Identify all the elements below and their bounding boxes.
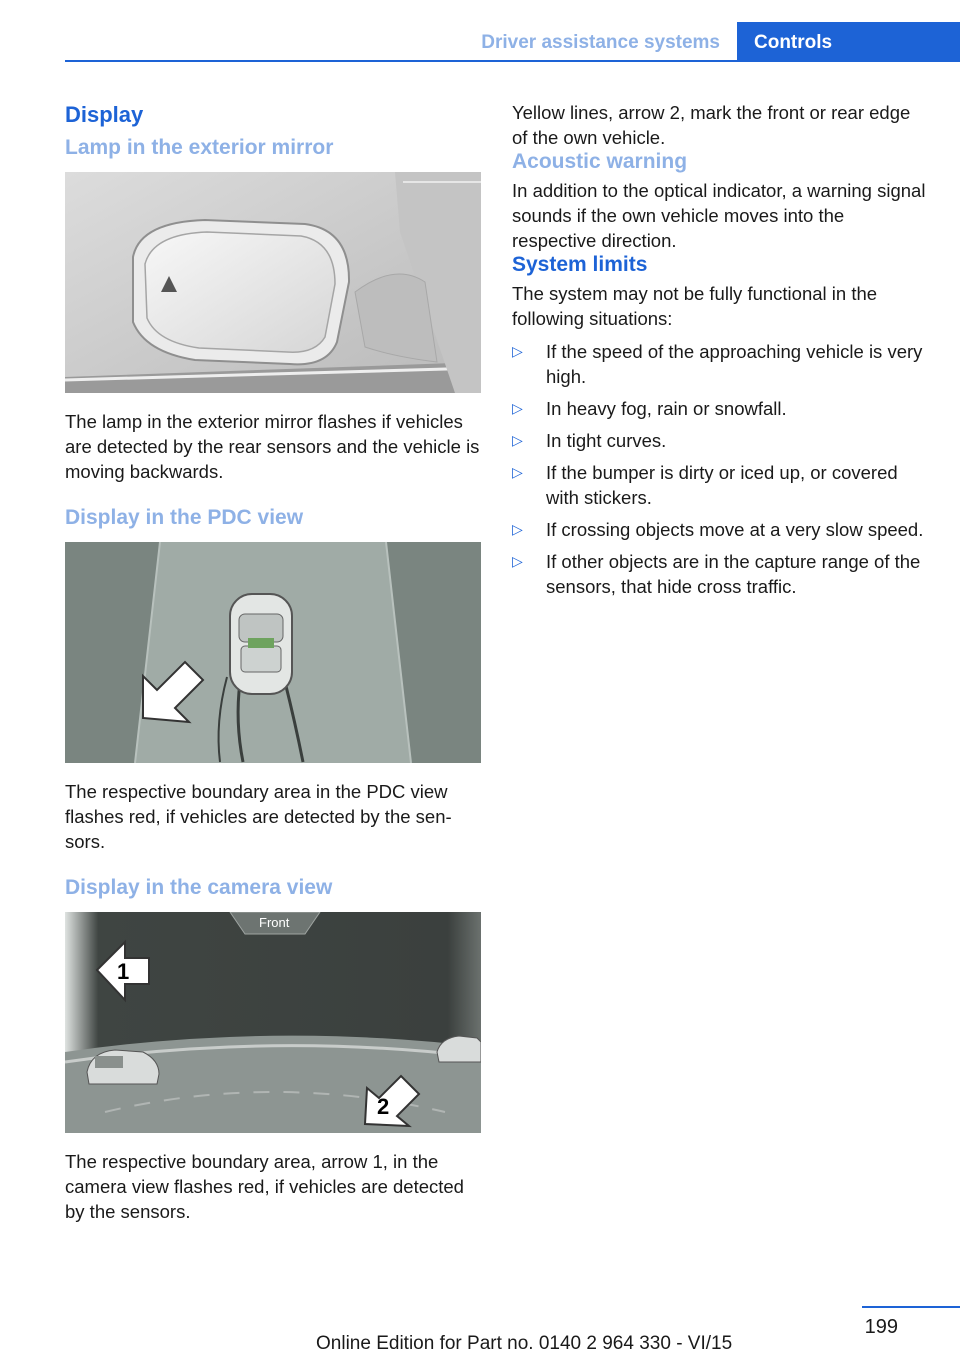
- mirror-description: The lamp in the exterior mirror flashes if vehicles are detected by the rear sensors and the vehicle is moving backwards.: [65, 411, 480, 482]
- list-item: ▷ In tight curves.: [512, 430, 667, 451]
- car-top-view-icon: [230, 594, 292, 694]
- bullet-triangle-icon: ▷: [512, 432, 523, 448]
- bullet-triangle-icon: ▷: [512, 553, 523, 569]
- pdc-description: The respective boundary area in the PDC view flashes red, if vehicles are detected by the sensors.: [65, 781, 452, 852]
- list-item: ▷ If the speed of the approaching vehicle is very high.: [512, 341, 923, 387]
- mirror-illustration: [65, 172, 481, 393]
- arrow-2-label: 2: [377, 1094, 390, 1119]
- header-chapter-tab: [737, 22, 960, 62]
- arrow-1-label: 1: [117, 959, 130, 984]
- left-column: [65, 100, 481, 1224]
- arrow-2-icon: [365, 1076, 419, 1126]
- right-column: [512, 100, 930, 606]
- page-number: 199: [864, 1316, 898, 1338]
- yellow-lines-text: Yellow lines, arrow 2, mark the front or rear edge of the own vehicle.: [512, 102, 911, 148]
- list-item: ▷ In heavy fog, rain or snowfall.: [512, 398, 787, 419]
- vehicle-left-icon: [87, 1050, 159, 1084]
- bullet-triangle-icon: ▷: [512, 464, 523, 480]
- acoustic-heading: Acoustic warning: [512, 150, 688, 173]
- header-chapter-label: Controls: [754, 32, 833, 53]
- footer-rule: [862, 1306, 960, 1308]
- edition-line: Online Edition for Part no. 0140 2 964 330 - VI/15: [316, 1333, 733, 1354]
- camera-heading: Display in the camera view: [65, 876, 333, 899]
- mirror-heading: Lamp in the exterior mirror: [65, 136, 334, 159]
- limits-text: The system may not be fully functional in the following situations:: [512, 283, 878, 329]
- vehicle-right-icon: [437, 1036, 481, 1062]
- bullet-triangle-icon: ▷: [512, 521, 523, 537]
- pdc-view-illustration: [65, 542, 481, 763]
- limits-list: [512, 339, 930, 599]
- pdc-heading: Display in the PDC view: [65, 506, 304, 529]
- header-rule: [65, 60, 960, 62]
- list-item: ▷ If other objects are in the capture range of the sensors, that hide cross traffic.: [512, 551, 921, 597]
- section-title: Display: [65, 102, 144, 127]
- header-section-title: Driver assistance systems: [481, 32, 720, 53]
- bullet-triangle-icon: ▷: [512, 343, 523, 359]
- front-label: Front: [259, 915, 290, 930]
- acoustic-text: In addition to the optical indicator, a warning signal sounds if the own vehicle moves into the respective direction.: [512, 180, 926, 251]
- bullet-triangle-icon: ▷: [512, 400, 523, 416]
- list-item: ▷ If the bumper is dirty or iced up, or covered with stickers.: [512, 462, 898, 508]
- camera-view-illustration: [65, 912, 481, 1133]
- camera-description: The respective boundary area, arrow 1, in the camera view flashes red, if vehicles are detected by the sensors.: [65, 1151, 464, 1222]
- list-item: ▷ If crossing objects move at a very slow speed.: [512, 519, 924, 540]
- limits-heading: System limits: [512, 253, 648, 276]
